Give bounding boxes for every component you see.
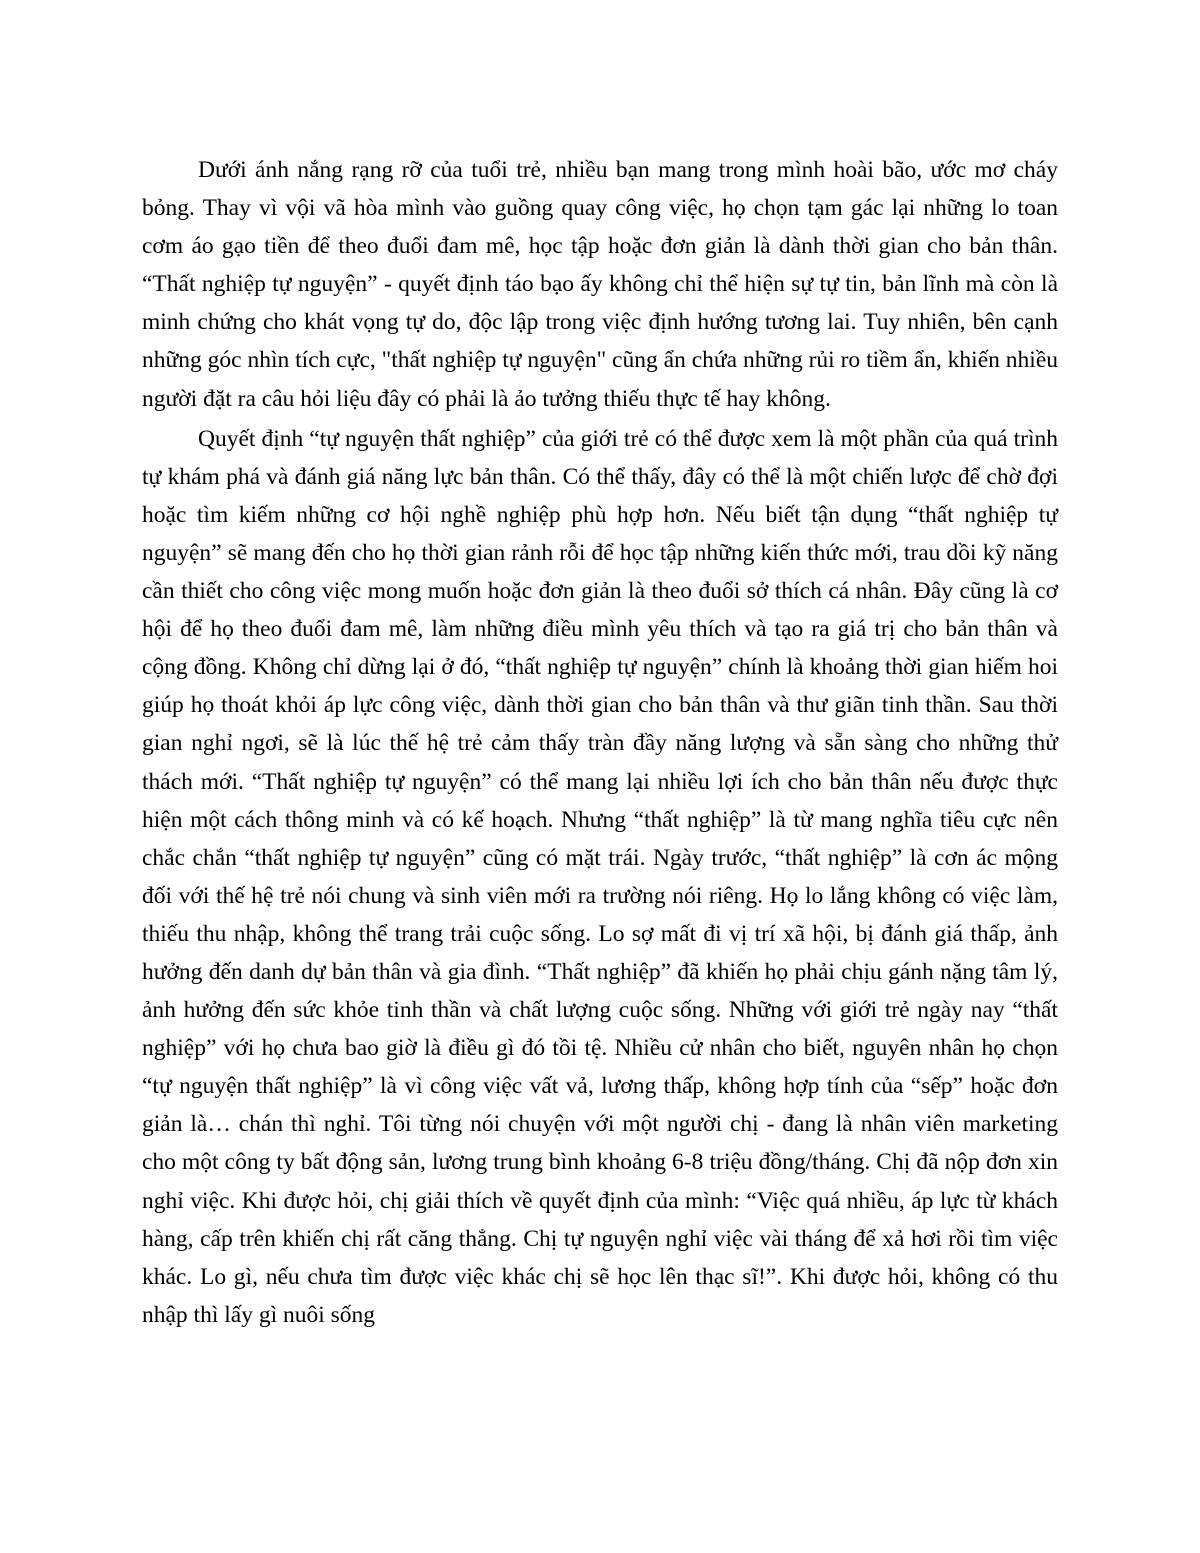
- paragraph-body: Quyết định “tự nguyện thất nghiệp” của giới trẻ có thể được xem là một phần của quá trình tự khám phá và đánh giá năng lực bản thân. Có thể thấy, đây có thể là một chiến lược để chờ đợi hoặc tìm kiếm những cơ hội nghề nghiệp phù hợp hơn. Nếu biết tận dụng “thất nghiệp tự nguyện” sẽ mang đến cho họ thời gian rảnh rỗi để học tập những kiến thức mới, trau dồi kỹ năng cần thiết cho công việc mong muốn hoặc đơn giản là theo đuổi sở thích cá nhân. Đây cũng là cơ hội để họ theo đuổi đam mê, làm những điều mình yêu thích và tạo ra giá trị cho bản thân và cộng đồng. Không chỉ dừng lại ở đó, “thất nghiệp tự nguyện” chính là khoảng thời gian hiếm hoi giúp họ thoát khỏi áp lực công việc, dành thời gian cho bản thân và thư giãn tinh thần. Sau thời gian nghỉ ngơi, sẽ là lúc thế hệ trẻ cảm thấy tràn đầy năng lượng và sẵn sàng cho những thử thách mới. “Thất nghiệp tự nguyện” có thể mang lại nhiều lợi ích cho bản thân nếu được thực hiện một cách thông minh và có kế hoạch. Nhưng “thất nghiệp” là từ mang nghĩa tiêu cực nên chắc chắn “thất nghiệp tự nguyện” cũng có mặt trái. Ngày trước, “thất nghiệp” là cơn ác mộng đối với thế hệ trẻ nói chung và sinh viên mới ra trường nói riêng. Họ lo lắng không có việc làm, thiếu thu nhập, không thể trang trải cuộc sống. Lo sợ mất đi vị trí xã hội, bị đánh giá thấp, ảnh hưởng đến danh dự bản thân và gia đình. “Thất nghiệp” đã khiến họ phải chịu gánh nặng tâm lý, ảnh hưởng đến sức khỏe tinh thần và chất lượng cuộc sống. Những với giới trẻ ngày nay “thất nghiệp” với họ chưa bao giờ là điều gì đó tồi tệ. Nhiều cử nhân cho biết, nguyên nhân họ chọn “tự nguyện thất nghiệp” là vì công việc vất vả, lương thấp, không hợp tính của “sếp” hoặc đơn giản là… chán thì nghỉ. Tôi từng nói chuyện với một người chị - đang là nhân viên marketing cho một công ty bất động sản, lương trung bình khoảng 6-8 triệu đồng/tháng. Chị đã nộp đơn xin nghỉ việc. Khi được hỏi, chị giải thích về quyết định của mình: “Việc quá nhiều, áp lực từ khách hàng, cấp trên khiến chị rất căng thẳng. Chị tự nguyện nghỉ việc vài tháng để xả hơi rồi tìm việc khác. Lo gì, nếu chưa tìm được việc khác chị sẽ học lên thạc sĩ!”. Khi được hỏi, không có thu nhập thì lấy gì nuôi sống: [142, 425, 1058, 1328]
- paragraph-intro: Dưới ánh nắng rạng rỡ của tuổi trẻ, nhiều bạn mang trong mình hoài bão, ước mơ cháy bỏng. Thay vì vội vã hòa mình vào guồng quay công việc, họ chọn tạm gác lại những lo toan cơm áo gạo tiền để theo đuổi đam mê, học tập hoặc đơn giản là dành thời gian cho bản thân. “Thất nghiệp tự nguyện” - quyết định táo bạo ấy không chỉ thể hiện sự tự tin, bản lĩnh mà còn là minh chứng cho khát vọng tự do, độc lập trong việc định hướng tương lai. Tuy nhiên, bên cạnh những góc nhìn tích cực, "thất nghiệp tự nguyện" cũng ẩn chứa những rủi ro tiềm ẩn, khiến nhiều người đặt ra câu hỏi liệu đây có phải là ảo tưởng thiếu thực tế hay không.: [142, 157, 1058, 412]
- document-body: [142, 151, 1058, 1336]
